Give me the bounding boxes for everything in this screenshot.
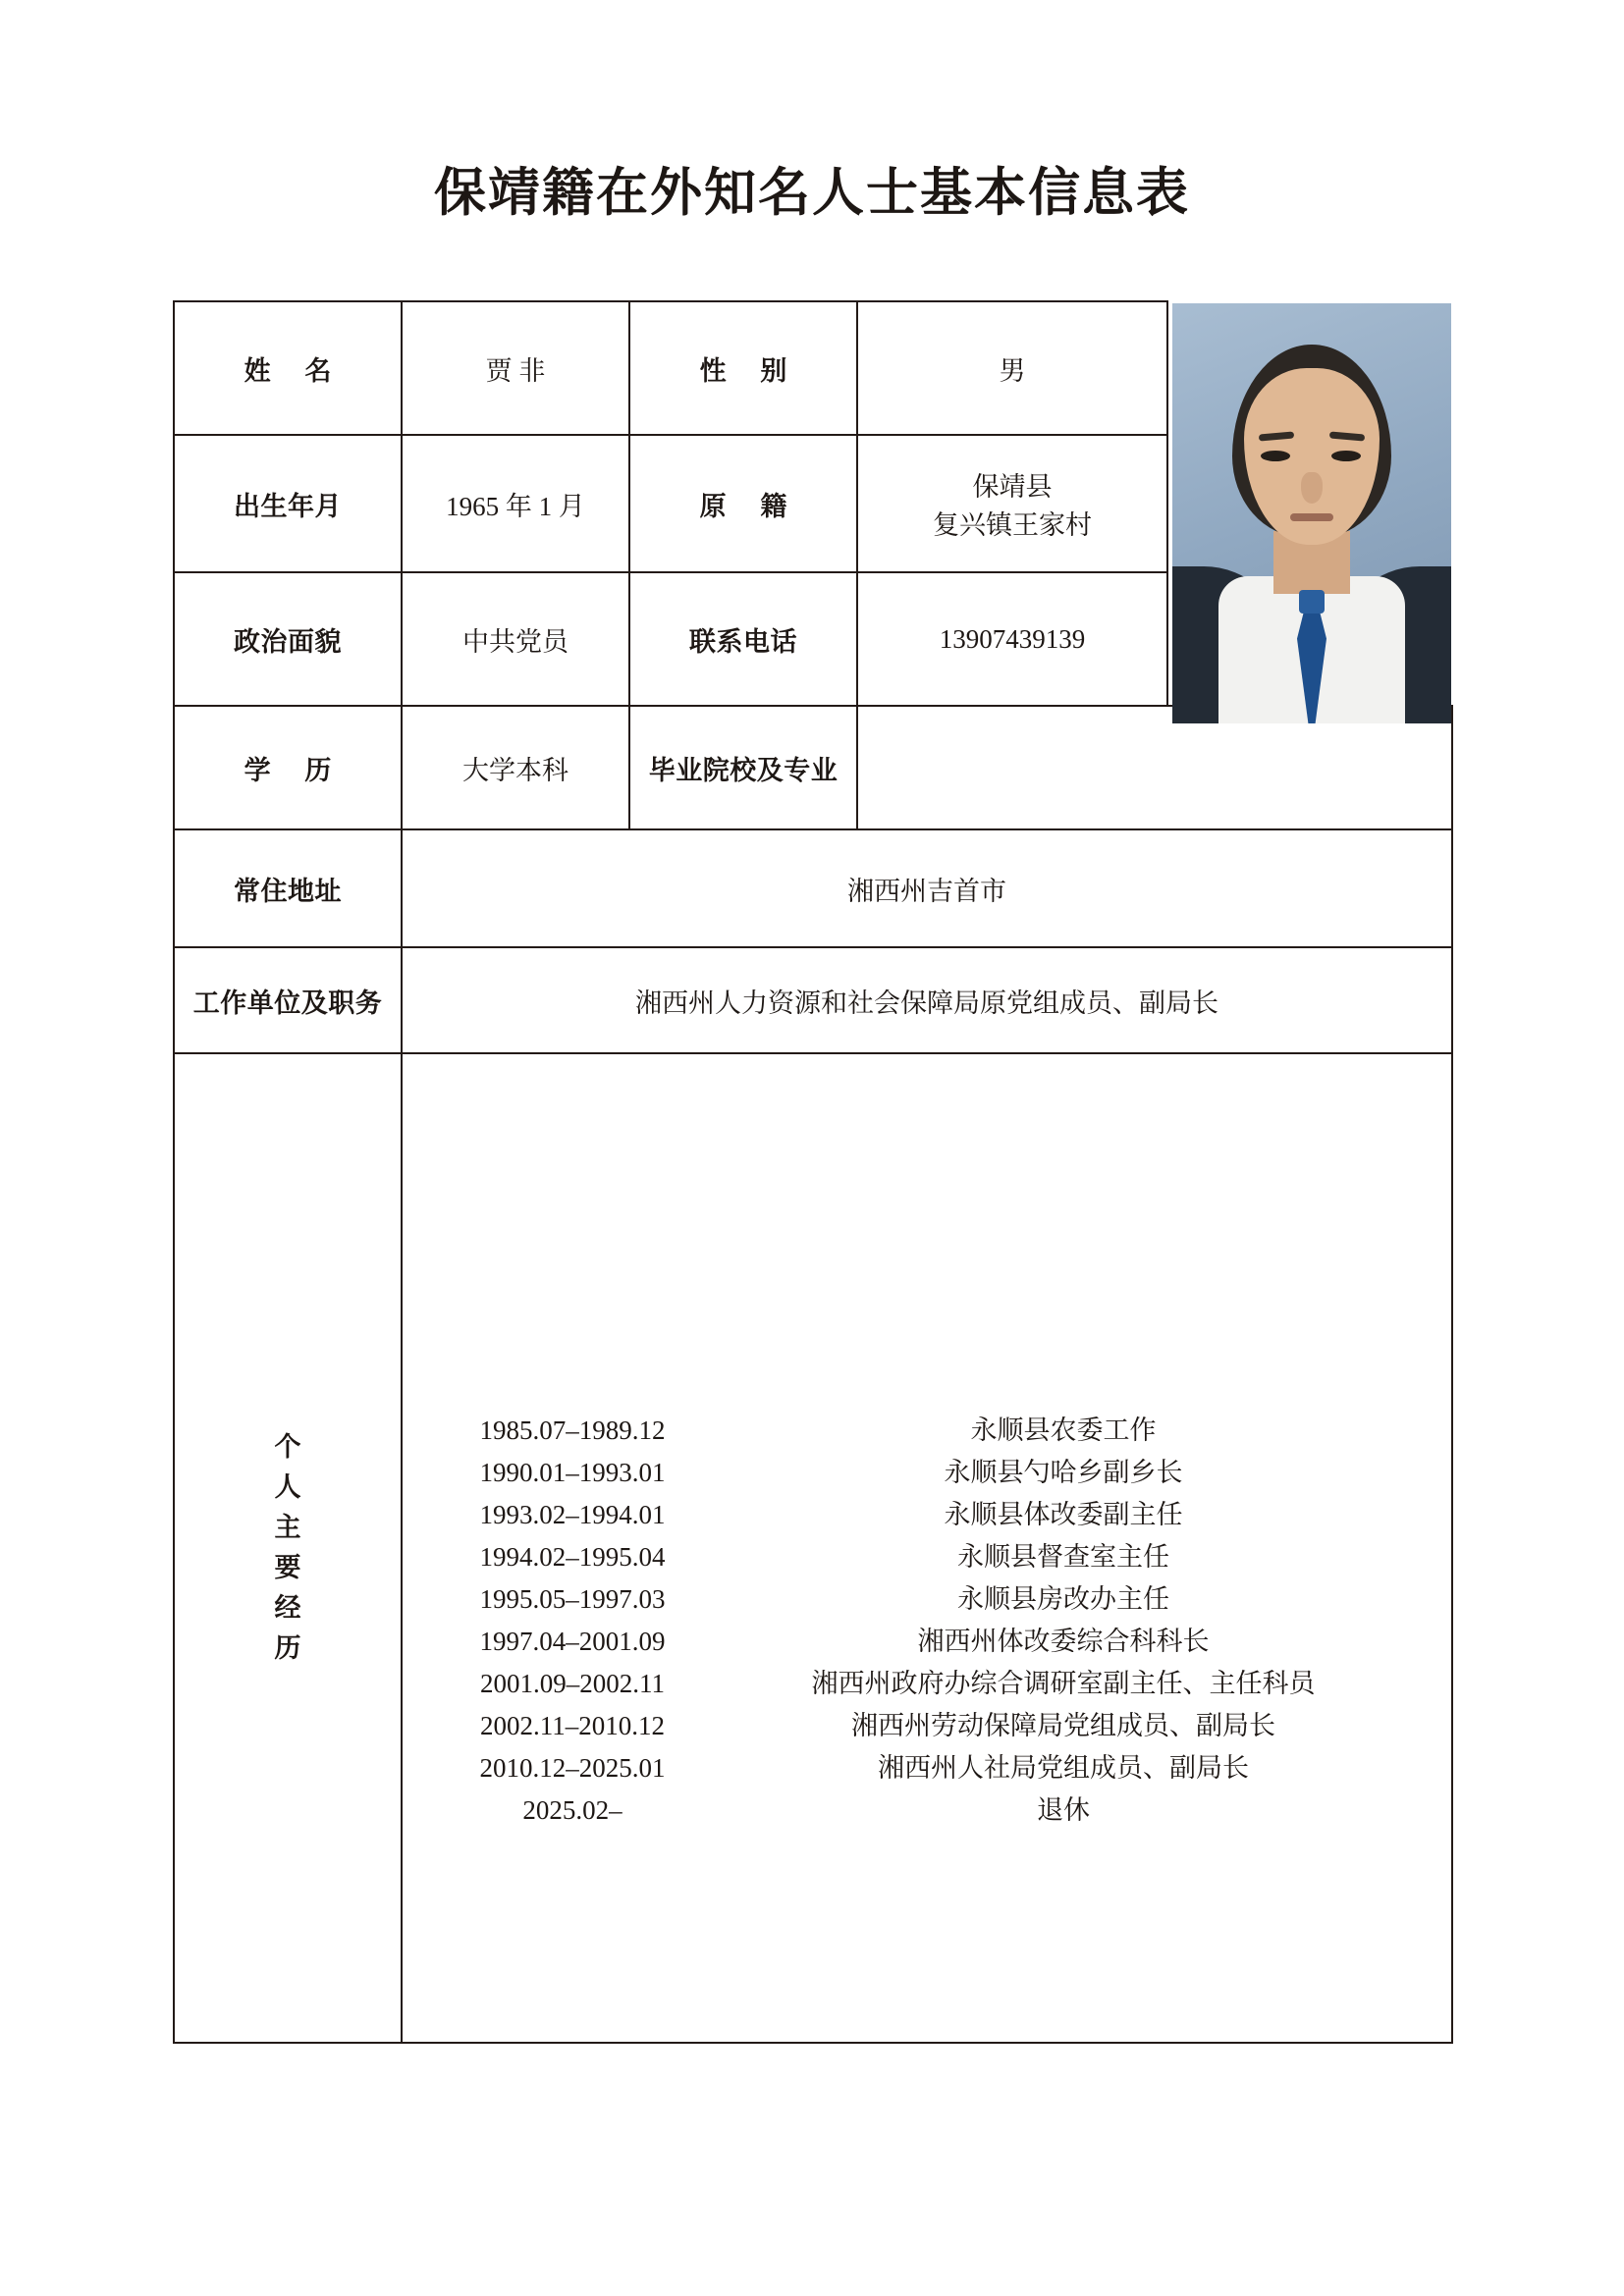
political-label: 政治面貌 [174,572,402,706]
table-row [174,706,1452,829]
experience-period: 1993.02–1994.01 [479,1500,666,1530]
experience-period: 2010.12–2025.01 [479,1753,666,1784]
mouth-shape [1290,513,1333,521]
experience-description: 湘西州政府办综合调研室副主任、主任科员 [811,1669,1316,1699]
experience-value-cell [402,1053,1452,2043]
eye-right [1331,451,1361,461]
experience-item [450,1456,1432,1490]
experience-period: 1985.07–1989.12 [479,1415,666,1445]
experience-label-char: 个 [274,1432,301,1462]
school-value [857,706,1452,829]
birth-value: 1965 年 1 月 [402,435,629,572]
origin-value [857,435,1167,572]
work-value: 湘西州人力资源和社会保障局原党组成员、副局长 [402,947,1452,1053]
address-value: 湘西州吉首市 [402,829,1452,947]
experience-period: 2025.02– [522,1795,623,1826]
experience-description: 湘西州人社局党组成员、副局长 [878,1753,1249,1784]
experience-label-chars [175,1434,401,1662]
experience-item [450,1414,1432,1448]
education-value: 大学本科 [402,706,629,829]
experience-item [450,1498,1432,1532]
phone-label: 联系电话 [629,572,857,706]
origin-value-line2: 复兴镇王家村 [933,510,1092,540]
experience-label-char: 要 [274,1553,301,1582]
experience-label-char: 历 [274,1633,301,1663]
experience-period: 2002.11–2010.12 [480,1711,665,1741]
name-value: 贾 非 [402,301,629,435]
gender-label: 性 别 [629,301,857,435]
experience-period: 1997.04–2001.09 [479,1627,666,1657]
address-label: 常住地址 [174,829,402,947]
table-row [174,301,1452,435]
experience-period: 1990.01–1993.01 [479,1458,666,1488]
name-label: 姓 名 [174,301,402,435]
experience-item [450,1793,1432,1828]
experience-period: 1995.05–1997.03 [479,1584,666,1615]
experience-period: 2001.09–2002.11 [480,1669,665,1699]
nose-shape [1301,472,1323,504]
experience-description: 永顺县体改委副主任 [944,1500,1183,1530]
experience-period: 1994.02–1995.04 [479,1542,666,1573]
school-label: 毕业院校及专业 [629,706,857,829]
table-row [174,947,1452,1053]
origin-value-line1: 保靖县 [972,472,1053,502]
experience-item [450,1667,1432,1701]
experience-item [450,1582,1432,1617]
experience-description: 永顺县房改办主任 [957,1584,1169,1615]
experience-label-char: 主 [274,1513,301,1542]
table-row [174,1053,1452,2043]
experience-list [450,1414,1432,1836]
necktie-knot-icon [1299,590,1325,614]
work-label: 工作单位及职务 [174,947,402,1053]
experience-item [450,1709,1432,1743]
origin-label: 原 籍 [629,435,857,572]
experience-description: 永顺县督查室主任 [957,1542,1169,1573]
experience-description: 湘西州劳动保障局党组成员、副局长 [851,1711,1275,1741]
page-title: 保靖籍在外知名人士基本信息表 [434,165,1190,222]
experience-description: 永顺县勺哈乡副乡长 [944,1458,1183,1488]
portrait-photo [1172,303,1451,723]
gender-value: 男 [857,301,1167,435]
experience-label [174,1053,402,2043]
experience-label-char: 人 [274,1472,301,1502]
eye-left [1261,451,1290,461]
photo-cell [1167,301,1452,706]
experience-label-char: 经 [274,1593,301,1623]
experience-description: 永顺县农委工作 [970,1415,1157,1445]
birth-label: 出生年月 [174,435,402,572]
experience-item [450,1751,1432,1786]
table-row [174,829,1452,947]
experience-item [450,1540,1432,1575]
political-value: 中共党员 [402,572,629,706]
phone-value: 13907439139 [857,572,1167,706]
info-table-container [173,300,1451,2044]
personal-info-table [173,300,1453,2044]
experience-description: 退休 [1037,1795,1090,1826]
experience-description: 湘西州体改委综合科科长 [917,1627,1210,1657]
experience-item [450,1625,1432,1659]
education-label: 学 历 [174,706,402,829]
